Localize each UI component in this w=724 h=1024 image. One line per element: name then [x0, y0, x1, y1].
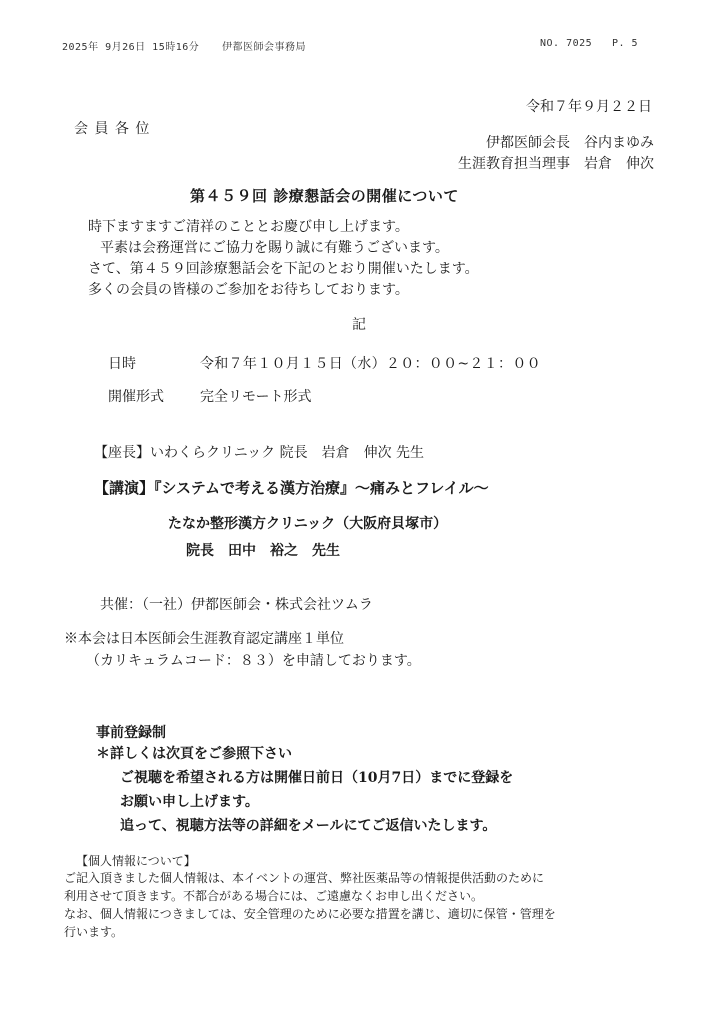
privacy-line-3: なお、個人情報につきましては、安全管理のために必要な措置を講じ、適切に保管・管理を [64, 907, 556, 921]
format-value: 完全リモート形式 [200, 389, 312, 405]
registration-heading: 事前登録制 [96, 725, 166, 741]
registration-line-1: ＊詳しくは次頁をご参照下さい [96, 746, 292, 762]
privacy-heading: 【個人情報について】 [76, 854, 196, 868]
fax-number: NO. 7025 [540, 38, 593, 49]
chair: 【座長】いわくらクリニック 院長 岩倉 伸次 先生 [94, 445, 425, 461]
credit-line-2: （カリキュラムコード：８３）を申請しております。 [86, 653, 421, 669]
sender-director: 生涯教育担当理事 岩倉 伸次 [458, 156, 654, 172]
credit-line-1: ※本会は日本医師会生涯教育認定講座１単位 [64, 631, 344, 647]
datetime-label: 日時 [108, 356, 136, 372]
fax-sender: 伊都医師会事務局 [222, 42, 306, 53]
datetime-value: 令和７年１０月１５日（水）２０：００~２１：００ [200, 356, 541, 372]
lecture-title: 【講演】『システムで考える漢方治療』～痛みとフレイル～ [94, 479, 489, 497]
document-title: 第４５９回 診療懇話会の開催について [190, 187, 459, 205]
privacy-line-1: ご記入頂きました個人情報は、本イベントの運営、弊社医薬品等の情報提供活動のために [64, 871, 545, 885]
privacy-line-4: 行います。 [64, 925, 124, 939]
privacy-line-2: 利用させて頂きます。不都合がある場合には、ご遠慮なくお申し出ください。 [64, 889, 484, 903]
ki-marker: 記 [352, 317, 366, 333]
cosponsor: 共催：（一社）伊都医師会・株式会社ツムラ [100, 597, 373, 613]
format-label: 開催形式 [108, 389, 164, 405]
document-date: 令和７年９月２２日 [526, 99, 652, 115]
body-line-4: 多くの会員の皆様のご参加をお待ちしております。 [88, 282, 409, 298]
registration-line-4: 追って、視聴方法等の詳細をメールにてご返信いたします。 [120, 818, 497, 834]
registration-line-3: お願い申し上げます。 [120, 794, 259, 810]
body-line-1: 時下ますますご清祥のこととお慶び申し上げます。 [88, 219, 409, 235]
lecturer-affiliation: たなか整形漢方クリニック（大阪府貝塚市） [168, 516, 448, 532]
lecturer-name: 院長 田中 裕之 先生 [186, 543, 340, 559]
sender-president: 伊都医師会長 谷内まゆみ [486, 135, 654, 151]
fax-page: P. 5 [612, 38, 639, 49]
body-line-2: 平素は会務運営にご協力を賜り誠に有難うございます。 [100, 240, 449, 256]
registration-line-2: ご視聴を希望される方は開催日前日（10月7日）までに登録を [120, 770, 514, 786]
fax-datetime: 2025年 9月26日 15時16分 [62, 42, 200, 53]
addressee: 会 員 各 位 [74, 121, 151, 137]
body-line-3: さて、第４５９回診療懇話会を下記のとおり開催いたします。 [88, 261, 479, 277]
